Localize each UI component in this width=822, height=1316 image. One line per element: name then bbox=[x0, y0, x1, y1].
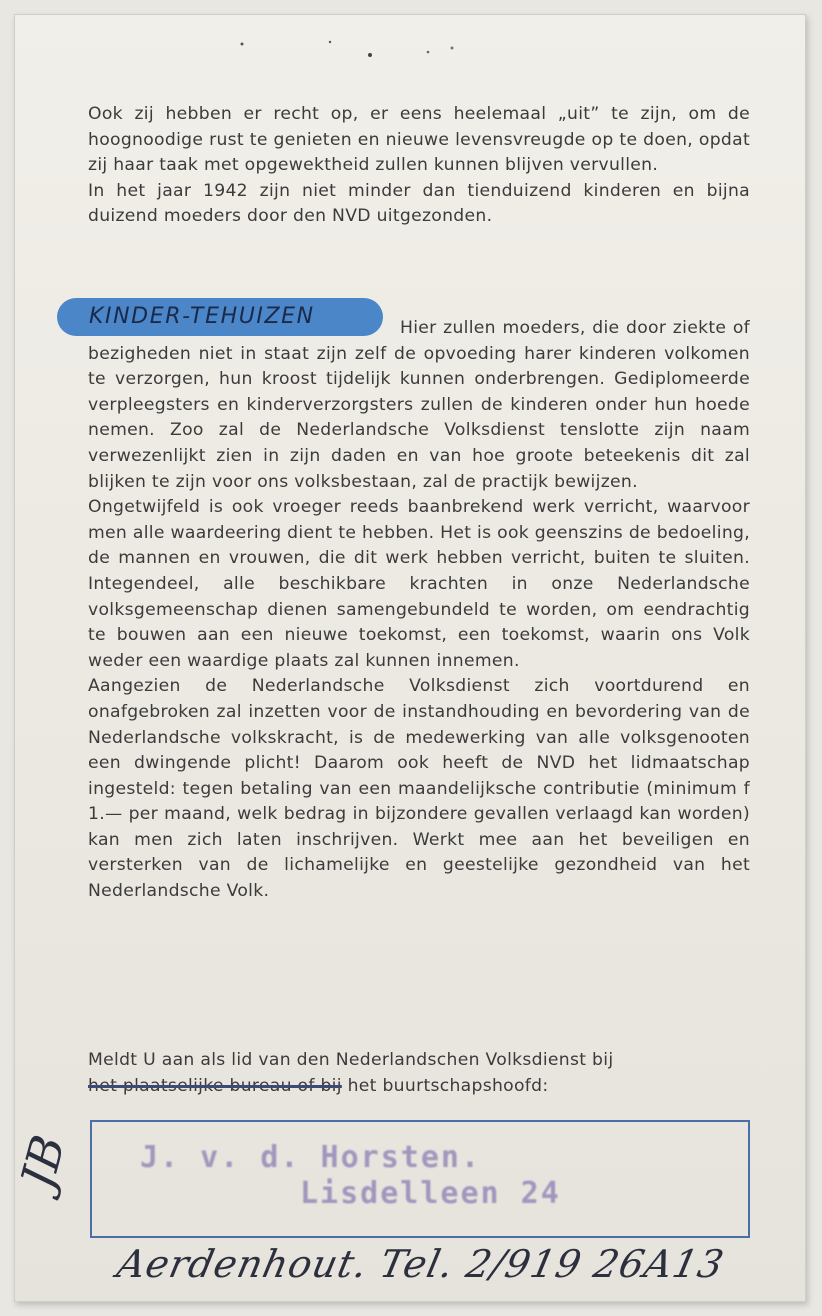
intro-line-1: Ook zij hebben er recht op, er eens heelemaal „uit” te zijn, om de hoognoodige rust te genieten en nieuwe levensvreugde op te doen, opdat zij haar taak met opgewektheid zullen kunnen blijven vervullen. bbox=[88, 104, 750, 176]
intro-line-2: In het jaar 1942 zijn niet minder dan tienduizend kinderen en bijna duizend moeders door den NVD uitgezonden. bbox=[88, 180, 750, 227]
handwritten-initials: JB bbox=[9, 1129, 76, 1194]
signup-line: Meldt U aan als lid van den Nederlandschen Volksdienst bij bbox=[88, 1050, 614, 1070]
kinder-paragraph-3: Aangezien de Nederlandsche Volksdienst zich voortdurend en onafgebroken zal inzetten voor de instandhouding en bevordering van de Nederlandsche volkskracht, is de medewerking van alle volksgenooten een dwingende plicht! Daarom ook heeft de NVD het lidmaatschap ingesteld: tegen betaling van een maandelijksche contributie (minimum f 1.— per maand, welk bedrag in bijzondere gevallen verlaagd kan worden) kan men zich laten inschrijven. Werkt mee aan het beveiligen en versterken van de lichamelijke en geestelijke gezondheid van het Nederlandsche Volk. bbox=[88, 676, 750, 902]
signup-rest: het buurtschapshoofd: bbox=[341, 1075, 549, 1096]
paper-specks bbox=[0, 0, 822, 80]
kinder-paragraph-1-text: Hier zullen moeders, die door ziekte of bezigheden niet in staat zijn zelf de opvoeding harer kinderen volkomen te verzorgen, hun kroost tijdelijk kunnen onderbrengen. Gediplomeerde verpleegsters en kinderverzorgsters zullen de kinderen onder hun hoede nemen. Zoo zal de Nederlandsche Volksdienst tenslotte zijn naam verwezenlijkt zien in zijn daden en van hoe groote beteekenis dit zal blijken te zijn voor ons volksbestaan, zal de practijk bewijzen. bbox=[88, 318, 750, 492]
handwritten-address: Aerdenhout. Tel. 2/919 26A13 bbox=[113, 1242, 729, 1286]
kinder-section-body bbox=[88, 316, 750, 905]
kinder-paragraph-2: Ongetwijfeld is ook vroeger reeds baanbrekend werk verricht, waarvoor men alle waardeering dient te hebben. Het is ook geenszins de bedoeling, de mannen en vrouwen, die dit werk hebben verricht, buiten te sluiten. Integendeel, alle beschikbare krachten in onze Nederlandsche volksgemeenschap dienen samengebundeld te worden, om eendrachtig te bouwen aan een nieuwe toekomst, een toekomst, waarin ons Volk weder een waardige plaats zal kunnen innemen. bbox=[88, 497, 750, 671]
stamp-address: Lisdelleen 24 bbox=[300, 1176, 561, 1211]
kinder-paragraph-1 bbox=[88, 316, 750, 495]
signup-text bbox=[88, 1048, 750, 1099]
signup-line-2 bbox=[88, 1074, 750, 1100]
struck-text: het plaatselijke bureau of bij bbox=[88, 1075, 342, 1096]
intro-paragraph bbox=[88, 102, 750, 230]
stamp-name: J. v. d. Horsten. bbox=[140, 1140, 482, 1175]
section-heading-kinder-tehuizen: KINDER-TEHUIZEN bbox=[57, 298, 383, 336]
